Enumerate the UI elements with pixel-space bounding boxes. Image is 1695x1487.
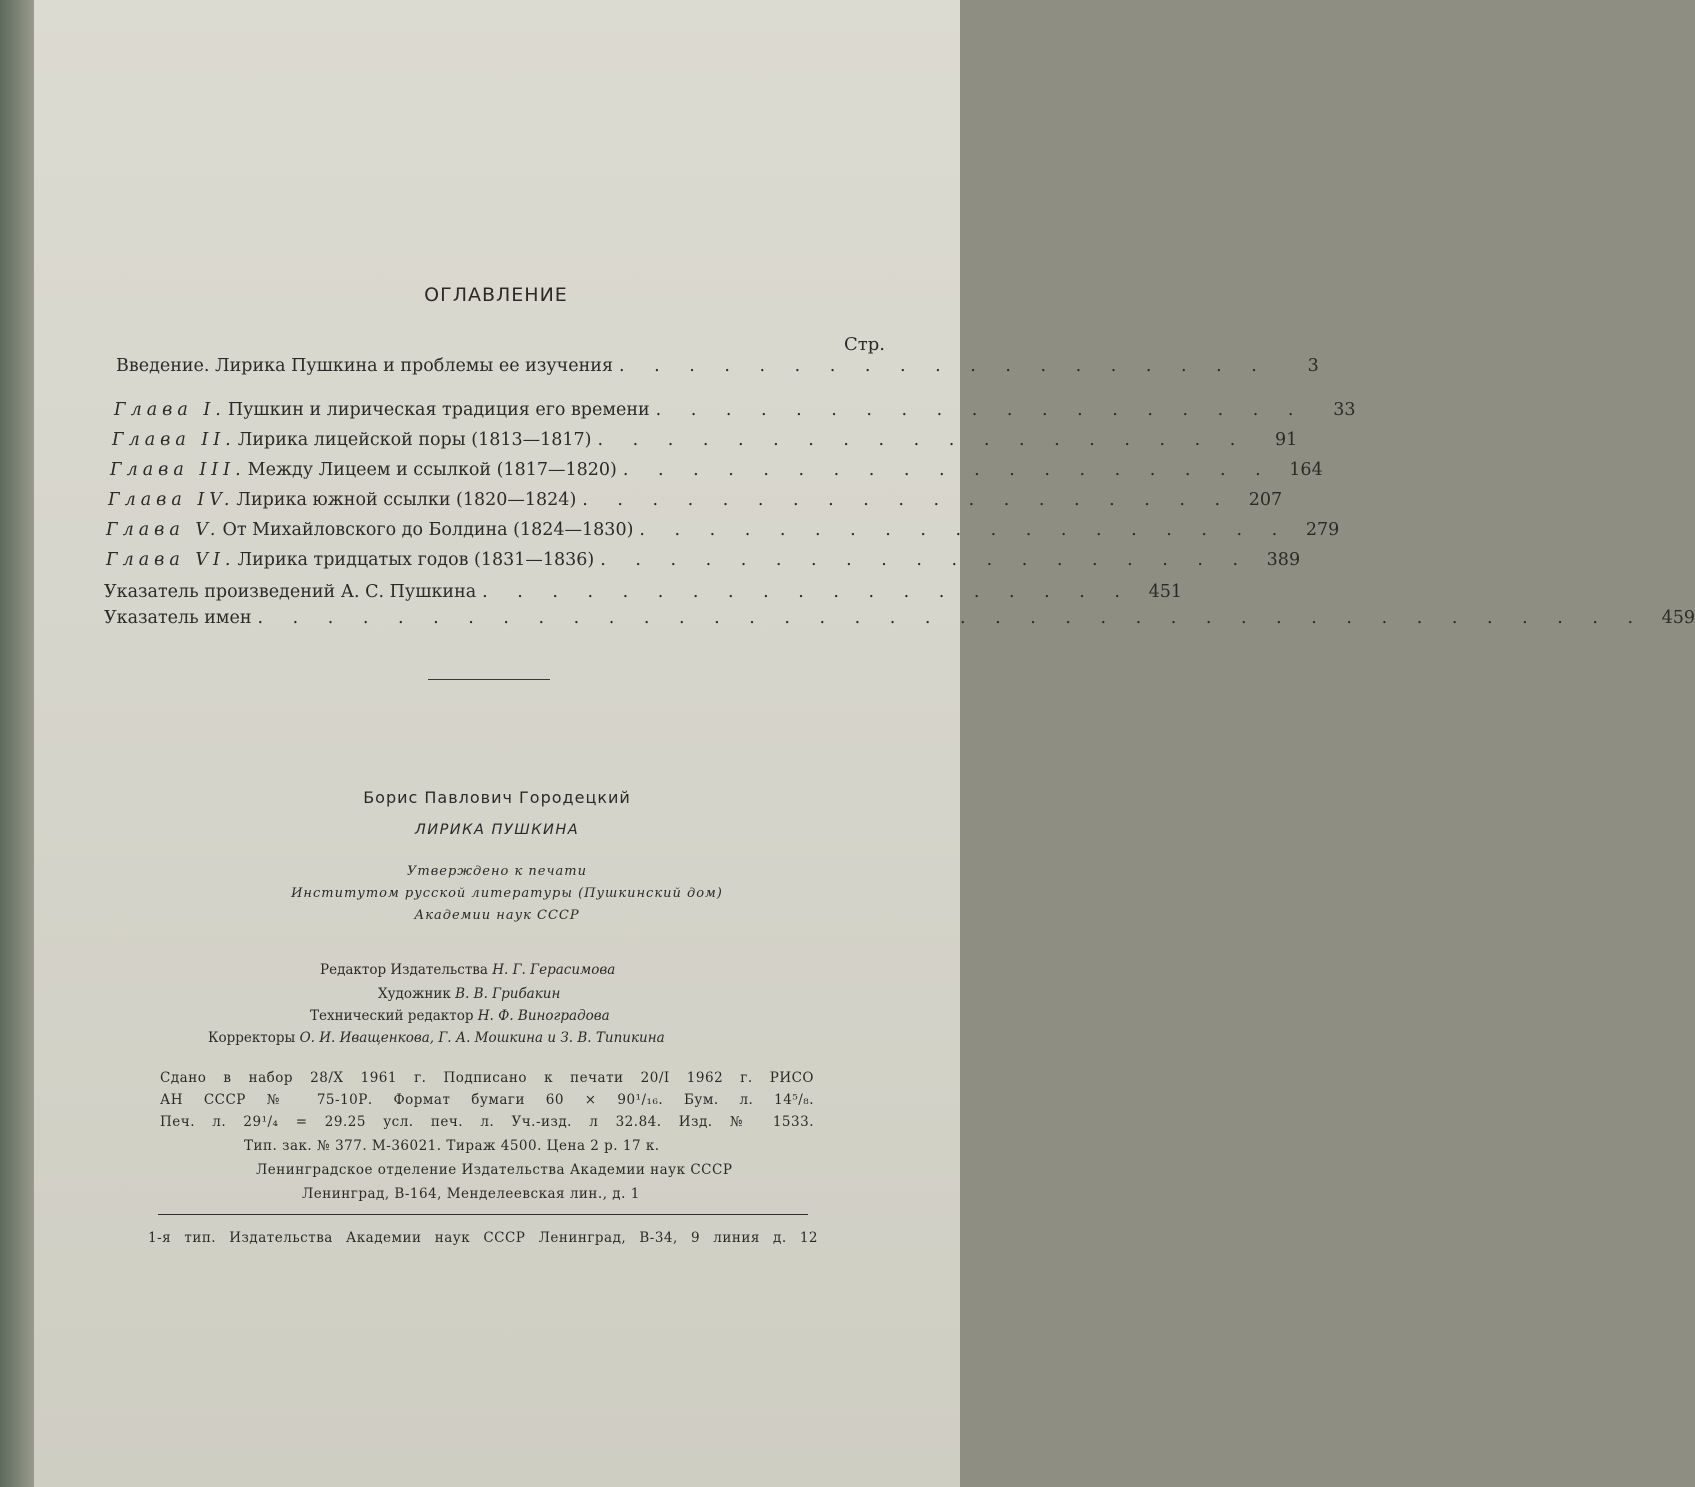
toc-entry-page: 207 bbox=[1248, 490, 1283, 510]
credit-role: Художник bbox=[378, 986, 451, 1002]
credit-person: В. В. Грибакин bbox=[455, 986, 561, 1002]
credit-person: О. И. Иващенкова, Г. А. Мошкина и З. В. Типикина bbox=[299, 1030, 665, 1046]
book-page bbox=[34, 0, 1695, 1487]
credit-proofreaders bbox=[208, 1030, 665, 1046]
toc-entry-page: 459 bbox=[1661, 608, 1695, 628]
printer-line: 1-я тип. Издательства Академии наук СССР Ленинград, В-34, 9 линия д. 12 bbox=[148, 1230, 818, 1246]
toc-entry-page: 3 bbox=[1307, 356, 1319, 376]
toc-chapter-prefix: Глава II. bbox=[112, 430, 236, 450]
toc-leader-dots: . . . . . . . . . . . . . . . . . . . bbox=[582, 490, 1233, 510]
toc-title: ОГЛАВЛЕНИЕ bbox=[424, 284, 568, 306]
toc-chapter-prefix: Глава IV. bbox=[108, 490, 235, 510]
toc-leader-dots: . . . . . . . . . . . . . . . . . . . bbox=[639, 520, 1290, 540]
credit-role: Технический редактор bbox=[310, 1008, 474, 1024]
approval-line-3: Академии наук СССР bbox=[414, 908, 580, 923]
approval-line-1: Утверждено к печати bbox=[406, 864, 588, 879]
credit-role: Корректоры bbox=[208, 1030, 296, 1046]
toc-leader-dots: . . . . . . . . . . . . . . . . . . . . . . . . . . . . . . . . . . . . . . . . bbox=[257, 608, 1646, 628]
toc-leader-dots: . . . . . . . . . . . . . . . . . . . bbox=[597, 430, 1248, 450]
toc-chapter-prefix: Глава VI. bbox=[106, 550, 236, 570]
toc-entry-page: 451 bbox=[1148, 582, 1182, 602]
book-title: ЛИРИКА ПУШКИНА bbox=[414, 822, 580, 838]
credit-person: Н. Г. Герасимова bbox=[492, 962, 616, 978]
page-column-label: Стр. bbox=[844, 334, 885, 355]
toc-entry-works-index bbox=[104, 582, 1182, 608]
toc-leader-dots: . . . . . . . . . . . . . . . . . . . bbox=[618, 356, 1269, 376]
toc-leader-dots: . . . . . . . . . . . . . . . . . . . bbox=[600, 550, 1251, 570]
toc-leader-dots: . . . . . . . . . . . . . . . . . . . bbox=[655, 400, 1306, 420]
toc-entry-chapter-6 bbox=[106, 550, 1301, 576]
toc-leader-dots: . . . . . . . . . . . . . . . . . . . bbox=[622, 460, 1273, 480]
credit-role: Редактор Издательства bbox=[320, 962, 488, 978]
section-divider bbox=[428, 679, 550, 680]
imprint-line-2: АН СССР № 75-10Р. Формат бумаги 60 × 90¹/₁₆. Бум. л. 14⁵/₈. bbox=[160, 1092, 814, 1108]
toc-entry-text: Лирика тридцатых годов (1831—1836) bbox=[237, 550, 595, 570]
toc-entry-page: 91 bbox=[1275, 430, 1298, 450]
toc-entry-intro bbox=[116, 356, 1319, 382]
toc-entry-page: 279 bbox=[1305, 520, 1340, 540]
toc-entry-chapter-2 bbox=[112, 430, 1298, 456]
toc-entry-text: Пушкин и лирическая традиция его времени bbox=[227, 400, 650, 420]
toc-chapter-prefix: Глава V. bbox=[106, 520, 221, 540]
imprint-line-6: Ленинград, В-164, Менделеевская лин., д. 1 bbox=[302, 1186, 640, 1202]
toc-entry-text: От Михайловского до Болдина (1824—1830) bbox=[222, 520, 634, 540]
toc-entry-text: Лирика лицейской поры (1813—1817) bbox=[237, 430, 592, 450]
toc-chapter-prefix: Глава III. bbox=[110, 460, 246, 480]
credit-person: Н. Ф. Виноградова bbox=[477, 1008, 610, 1024]
toc-entry-page: 389 bbox=[1266, 550, 1301, 570]
credit-editor bbox=[320, 962, 615, 978]
toc-entry-names-index bbox=[104, 608, 1695, 634]
author-name: Борис Павлович Городецкий bbox=[363, 788, 631, 807]
credit-artist bbox=[378, 986, 560, 1002]
imprint-line-5: Ленинградское отделение Издательства Академии наук СССР bbox=[256, 1162, 733, 1178]
toc-entry-text: Указатель имен bbox=[104, 608, 252, 628]
toc-leader-dots: . . . . . . . . . . . . . . . . . . . bbox=[482, 582, 1132, 602]
toc-entry-chapter-3 bbox=[110, 460, 1323, 486]
approval-line-2: Институтом русской литературы (Пушкинский дом) bbox=[291, 886, 723, 901]
toc-entry-chapter-4 bbox=[108, 490, 1283, 516]
toc-entry-page: 164 bbox=[1289, 460, 1323, 480]
toc-entry-chapter-5 bbox=[106, 520, 1340, 546]
toc-entry-text: Между Лицеем и ссылкой (1817—1820) bbox=[247, 460, 617, 480]
toc-entry-text: Лирика южной ссылки (1820—1824) bbox=[236, 490, 577, 510]
toc-entry-text: Введение. Лирика Пушкина и проблемы ее изучения bbox=[116, 356, 613, 376]
imprint-line-1: Сдано в набор 28/X 1961 г. Подписано к печати 20/I 1962 г. РИСО bbox=[160, 1070, 814, 1086]
toc-entry-chapter-1 bbox=[114, 400, 1356, 426]
toc-chapter-prefix: Глава I. bbox=[114, 400, 226, 420]
footer-rule bbox=[158, 1214, 808, 1215]
book-spine-edge bbox=[0, 0, 34, 1487]
credit-tech-editor bbox=[310, 1008, 610, 1024]
toc-entry-page: 33 bbox=[1333, 400, 1356, 420]
imprint-line-3: Печ. л. 29¹/₄ = 29.25 усл. печ. л. Уч.-изд. л 32.84. Изд. № 1533. bbox=[160, 1114, 814, 1130]
imprint-line-4: Тип. зак. № 377. М-36021. Тираж 4500. Цена 2 р. 17 к. bbox=[244, 1138, 660, 1154]
toc-entry-text: Указатель произведений А. С. Пушкина bbox=[104, 582, 477, 602]
